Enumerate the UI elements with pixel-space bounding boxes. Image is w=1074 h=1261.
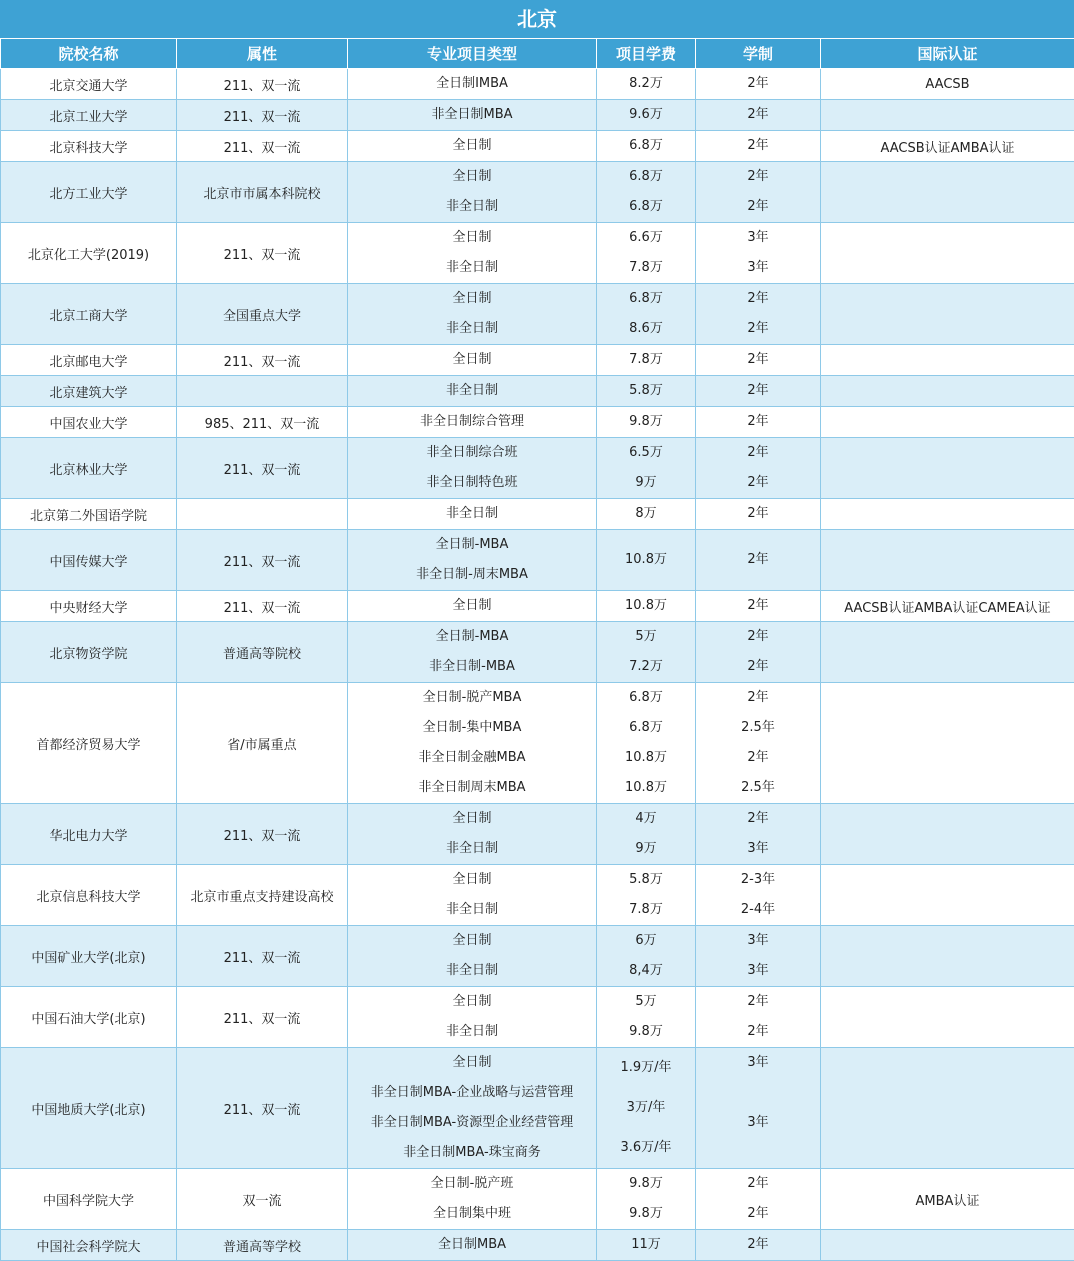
- tuition-cell: [597, 345, 696, 376]
- school-attribute: 211、双一流: [177, 926, 348, 987]
- table-row: [1, 622, 1074, 683]
- duration-cell: [696, 69, 821, 100]
- tuition-cell: [597, 223, 696, 284]
- header-school-name: 院校名称: [1, 39, 177, 69]
- duration: 2年: [696, 284, 820, 314]
- tuition: 6.8万: [597, 192, 695, 222]
- tuition: 8.2万: [597, 69, 695, 99]
- program-type: 非全日制: [348, 253, 596, 283]
- program-type-cell: [348, 345, 597, 376]
- program-type: 非全日制: [348, 1017, 596, 1047]
- table-body: [1, 69, 1074, 1261]
- program-type-cell: [348, 987, 597, 1048]
- tuition-cell: [597, 131, 696, 162]
- program-type: 全日制: [348, 1048, 596, 1078]
- school-name: 北京信息科技大学: [1, 865, 177, 926]
- program-type-cell: [348, 376, 597, 407]
- program-type-cell: [348, 1169, 597, 1230]
- table-row: [1, 499, 1074, 530]
- duration: 2-3年: [696, 865, 820, 895]
- program-type: 全日制集中班: [348, 1199, 596, 1229]
- duration: 2年: [696, 468, 820, 498]
- program-type-cell: [348, 284, 597, 345]
- duration: 3年: [696, 1048, 820, 1078]
- duration-cell: [696, 683, 821, 804]
- program-type-cell: [348, 1048, 597, 1169]
- school-name: 北京化工大学(2019): [1, 223, 177, 284]
- tuition-cell: [597, 499, 696, 530]
- duration-cell: [696, 131, 821, 162]
- program-type: 非全日制特色班: [348, 468, 596, 498]
- duration-cell: [696, 926, 821, 987]
- school-attribute: 北京市重点支持建设高校: [177, 865, 348, 926]
- program-type: 全日制: [348, 223, 596, 253]
- duration-cell: [696, 376, 821, 407]
- table-row: [1, 407, 1074, 438]
- duration-cell: [696, 865, 821, 926]
- program-type: 非全日制MBA-珠宝商务: [348, 1138, 596, 1168]
- school-attribute: 211、双一流: [177, 591, 348, 622]
- program-type-cell: [348, 926, 597, 987]
- duration-cell: [696, 804, 821, 865]
- tuition: 9.8万: [597, 1017, 695, 1047]
- duration: 2年: [696, 804, 820, 834]
- table-row: [1, 1230, 1074, 1261]
- program-type: 非全日制周末MBA: [348, 773, 596, 803]
- accreditation: [821, 926, 1074, 987]
- tuition: 7.8万: [597, 253, 695, 283]
- duration: 2年: [696, 407, 820, 437]
- program-type: 非全日制综合管理: [348, 407, 596, 437]
- tuition: 7.2万: [597, 652, 695, 682]
- school-name: 中国科学院大学: [1, 1169, 177, 1230]
- school-name: 北京物资学院: [1, 622, 177, 683]
- tuition: 3.6万/年: [597, 1128, 695, 1168]
- program-type-cell: [348, 1230, 597, 1261]
- tuition: 6.8万: [597, 713, 695, 743]
- school-attribute: 双一流: [177, 1169, 348, 1230]
- school-name: 首都经济贸易大学: [1, 683, 177, 804]
- table-row: [1, 376, 1074, 407]
- school-name: 中国传媒大学: [1, 530, 177, 591]
- program-type-cell: [348, 131, 597, 162]
- school-attribute: [177, 499, 348, 530]
- accreditation: AACSB: [821, 69, 1074, 100]
- program-type: 非全日制: [348, 834, 596, 864]
- duration: 2年: [696, 530, 820, 590]
- program-type-cell: [348, 499, 597, 530]
- duration: 2年: [696, 162, 820, 192]
- duration: 2年: [696, 1169, 820, 1199]
- table-row: [1, 987, 1074, 1048]
- program-type-cell: [348, 223, 597, 284]
- tuition: 4万: [597, 804, 695, 834]
- program-type: 全日制: [348, 926, 596, 956]
- accreditation: AACSB认证AMBA认证: [821, 131, 1074, 162]
- duration: [696, 1078, 820, 1108]
- duration: 2年: [696, 314, 820, 344]
- duration-cell: [696, 223, 821, 284]
- program-type: 全日制-集中MBA: [348, 713, 596, 743]
- tuition: 8.6万: [597, 314, 695, 344]
- duration-cell: [696, 1169, 821, 1230]
- duration: 2年: [696, 1230, 820, 1260]
- program-type: 非全日制MBA: [348, 100, 596, 130]
- program-type: 全日制: [348, 284, 596, 314]
- duration-cell: [696, 345, 821, 376]
- duration: 2年: [696, 499, 820, 529]
- program-type: 非全日制金融MBA: [348, 743, 596, 773]
- tuition-cell: [597, 987, 696, 1048]
- table-row: [1, 683, 1074, 804]
- school-attribute: 北京市市属本科院校: [177, 162, 348, 223]
- duration: 2年: [696, 376, 820, 406]
- tuition: 6.8万: [597, 131, 695, 161]
- tuition-cell: [597, 407, 696, 438]
- tuition: 9.8万: [597, 1169, 695, 1199]
- program-type: 全日制-MBA: [348, 530, 596, 560]
- duration-cell: [696, 530, 821, 591]
- program-type: 全日制-脱产班: [348, 1169, 596, 1199]
- table-row: [1, 591, 1074, 622]
- program-type: 非全日制: [348, 956, 596, 986]
- duration-cell: [696, 622, 821, 683]
- tuition-cell: [597, 1048, 696, 1169]
- tuition: 5.8万: [597, 376, 695, 406]
- table-row: [1, 1169, 1074, 1230]
- table-row: [1, 284, 1074, 345]
- program-type: 非全日制MBA-资源型企业经营管理: [348, 1108, 596, 1138]
- program-type: 全日制: [348, 162, 596, 192]
- tuition-cell: [597, 591, 696, 622]
- table-row: [1, 100, 1074, 131]
- school-name: 中国社会科学院大: [1, 1230, 177, 1261]
- school-attribute: 985、211、双一流: [177, 407, 348, 438]
- duration-cell: [696, 499, 821, 530]
- duration: 2年: [696, 1199, 820, 1229]
- program-type-cell: [348, 622, 597, 683]
- tuition: 6.5万: [597, 438, 695, 468]
- tuition: 6.8万: [597, 284, 695, 314]
- program-type: 非全日制: [348, 376, 596, 406]
- duration: 2年: [696, 591, 820, 621]
- accreditation: [821, 407, 1074, 438]
- accreditation: [821, 530, 1074, 591]
- accreditation: [821, 100, 1074, 131]
- duration-cell: [696, 438, 821, 499]
- accreditation: AMBA认证: [821, 1169, 1074, 1230]
- table-row: [1, 223, 1074, 284]
- accreditation: [821, 438, 1074, 499]
- accreditation: [821, 223, 1074, 284]
- duration: 2年: [696, 987, 820, 1017]
- duration-cell: [696, 100, 821, 131]
- duration: 3年: [696, 253, 820, 283]
- tuition: 10.8万: [597, 773, 695, 803]
- tuition-cell: [597, 865, 696, 926]
- school-attribute: 省/市属重点: [177, 683, 348, 804]
- tuition-cell: [597, 69, 696, 100]
- program-type-cell: [348, 438, 597, 499]
- school-attribute: 211、双一流: [177, 438, 348, 499]
- program-type: 非全日制-MBA: [348, 652, 596, 682]
- tuition: 5.8万: [597, 865, 695, 895]
- tuition-cell: [597, 100, 696, 131]
- school-attribute: 全国重点大学: [177, 284, 348, 345]
- program-type-cell: [348, 865, 597, 926]
- program-type-cell: [348, 591, 597, 622]
- tuition: 5万: [597, 622, 695, 652]
- tuition: 10.8万: [597, 530, 695, 590]
- duration-cell: [696, 987, 821, 1048]
- accreditation: AACSB认证AMBA认证CAMEA认证: [821, 591, 1074, 622]
- header-accreditation: 国际认证: [821, 39, 1074, 69]
- school-attribute: [177, 376, 348, 407]
- program-type: 全日制: [348, 591, 596, 621]
- accreditation: [821, 1230, 1074, 1261]
- school-name: 北京工业大学: [1, 100, 177, 131]
- school-attribute: 211、双一流: [177, 1048, 348, 1169]
- table-row: [1, 345, 1074, 376]
- duration: 2年: [696, 69, 820, 99]
- tuition: 1.9万/年: [597, 1048, 695, 1088]
- accreditation: [821, 499, 1074, 530]
- program-type: 非全日制综合班: [348, 438, 596, 468]
- table-header-row: [1, 39, 1074, 69]
- duration: 3年: [696, 834, 820, 864]
- accreditation: [821, 376, 1074, 407]
- tuition: 10.8万: [597, 743, 695, 773]
- duration: 2年: [696, 683, 820, 713]
- program-type-cell: [348, 804, 597, 865]
- accreditation: [821, 622, 1074, 683]
- tuition-cell: [597, 376, 696, 407]
- header-tuition: 项目学费: [597, 39, 696, 69]
- header-program-type: 专业项目类型: [348, 39, 597, 69]
- tuition: 8万: [597, 499, 695, 529]
- school-attribute: 211、双一流: [177, 530, 348, 591]
- school-name: 北方工业大学: [1, 162, 177, 223]
- school-name: 华北电力大学: [1, 804, 177, 865]
- tuition-cell: [597, 804, 696, 865]
- program-type: 非全日制: [348, 895, 596, 925]
- tuition: 9万: [597, 468, 695, 498]
- duration: 2年: [696, 438, 820, 468]
- duration: 3年: [696, 956, 820, 986]
- tuition-cell: [597, 622, 696, 683]
- program-type-cell: [348, 683, 597, 804]
- duration-cell: [696, 1230, 821, 1261]
- tuition: 9.8万: [597, 1199, 695, 1229]
- tuition-cell: [597, 926, 696, 987]
- program-type-cell: [348, 530, 597, 591]
- program-type: 全日制: [348, 865, 596, 895]
- program-type: 全日制: [348, 987, 596, 1017]
- duration: 2年: [696, 622, 820, 652]
- tuition-cell: [597, 1230, 696, 1261]
- school-attribute: 211、双一流: [177, 223, 348, 284]
- tuition: 5万: [597, 987, 695, 1017]
- school-name: 北京第二外国语学院: [1, 499, 177, 530]
- table-row: [1, 69, 1074, 100]
- program-type-cell: [348, 407, 597, 438]
- school-name: 北京建筑大学: [1, 376, 177, 407]
- tuition-cell: [597, 438, 696, 499]
- duration: 2.5年: [696, 713, 820, 743]
- table-row: [1, 926, 1074, 987]
- program-type: 非全日制-周末MBA: [348, 560, 596, 590]
- accreditation: [821, 284, 1074, 345]
- program-type: 非全日制MBA-企业战略与运营管理: [348, 1078, 596, 1108]
- school-name: 中央财经大学: [1, 591, 177, 622]
- program-type: 非全日制: [348, 499, 596, 529]
- duration: 3年: [696, 223, 820, 253]
- tuition: 6.6万: [597, 223, 695, 253]
- school-name: 北京交通大学: [1, 69, 177, 100]
- page-title: 北京: [0, 0, 1074, 38]
- tuition-cell: [597, 683, 696, 804]
- accreditation: [821, 804, 1074, 865]
- school-name: 北京工商大学: [1, 284, 177, 345]
- duration: 2年: [696, 743, 820, 773]
- tuition-cell: [597, 284, 696, 345]
- school-name: 北京林业大学: [1, 438, 177, 499]
- program-type: 全日制: [348, 804, 596, 834]
- table-row: [1, 865, 1074, 926]
- duration: 2年: [696, 192, 820, 222]
- duration-cell: [696, 591, 821, 622]
- accreditation: [821, 683, 1074, 804]
- tuition: 6.8万: [597, 683, 695, 713]
- program-type-cell: [348, 100, 597, 131]
- table-row: [1, 162, 1074, 223]
- tuition: 11万: [597, 1230, 695, 1260]
- school-name: 中国矿业大学(北京): [1, 926, 177, 987]
- school-name: 北京邮电大学: [1, 345, 177, 376]
- duration: 3年: [696, 926, 820, 956]
- program-type: 全日制IMBA: [348, 69, 596, 99]
- tuition-cell: [597, 1169, 696, 1230]
- tuition: 9万: [597, 834, 695, 864]
- school-attribute: 普通高等学校: [177, 1230, 348, 1261]
- tuition: 3万/年: [597, 1088, 695, 1128]
- program-type: 非全日制: [348, 314, 596, 344]
- program-type: 全日制: [348, 131, 596, 161]
- school-name: 中国地质大学(北京): [1, 1048, 177, 1169]
- duration: 2年: [696, 652, 820, 682]
- accreditation: [821, 987, 1074, 1048]
- school-attribute: 211、双一流: [177, 987, 348, 1048]
- duration: 2.5年: [696, 773, 820, 803]
- tuition: 7.8万: [597, 895, 695, 925]
- table-row: [1, 1048, 1074, 1169]
- tuition: 7.8万: [597, 345, 695, 375]
- tuition-cell: [597, 530, 696, 591]
- tuition: 6.8万: [597, 162, 695, 192]
- program-type: 全日制-脱产MBA: [348, 683, 596, 713]
- school-table: [0, 38, 1074, 1261]
- duration: 2年: [696, 1017, 820, 1047]
- program-type: 全日制: [348, 345, 596, 375]
- school-name: 中国石油大学(北京): [1, 987, 177, 1048]
- school-attribute: 211、双一流: [177, 100, 348, 131]
- duration: 3年: [696, 1108, 820, 1138]
- duration-cell: [696, 162, 821, 223]
- program-type-cell: [348, 162, 597, 223]
- program-type-cell: [348, 69, 597, 100]
- table-row: [1, 438, 1074, 499]
- accreditation: [821, 162, 1074, 223]
- header-duration: 学制: [696, 39, 821, 69]
- school-attribute: 211、双一流: [177, 345, 348, 376]
- table-row: [1, 530, 1074, 591]
- duration-cell: [696, 1048, 821, 1169]
- duration: 2年: [696, 100, 820, 130]
- duration: [696, 1138, 820, 1168]
- program-type: 全日制MBA: [348, 1230, 596, 1260]
- duration: 2-4年: [696, 895, 820, 925]
- school-name: 中国农业大学: [1, 407, 177, 438]
- school-attribute: 211、双一流: [177, 131, 348, 162]
- school-attribute: 普通高等院校: [177, 622, 348, 683]
- school-attribute: 211、双一流: [177, 69, 348, 100]
- school-name: 北京科技大学: [1, 131, 177, 162]
- table-row: [1, 804, 1074, 865]
- tuition: 6万: [597, 926, 695, 956]
- tuition: 10.8万: [597, 591, 695, 621]
- accreditation: [821, 1048, 1074, 1169]
- school-attribute: 211、双一流: [177, 804, 348, 865]
- accreditation: [821, 865, 1074, 926]
- tuition: 9.8万: [597, 407, 695, 437]
- table-row: [1, 131, 1074, 162]
- header-attribute: 属性: [177, 39, 348, 69]
- duration: 2年: [696, 345, 820, 375]
- duration: 2年: [696, 131, 820, 161]
- duration-cell: [696, 284, 821, 345]
- program-type: 非全日制: [348, 192, 596, 222]
- tuition: 8,4万: [597, 956, 695, 986]
- duration-cell: [696, 407, 821, 438]
- program-type: 全日制-MBA: [348, 622, 596, 652]
- accreditation: [821, 345, 1074, 376]
- tuition: 9.6万: [597, 100, 695, 130]
- tuition-cell: [597, 162, 696, 223]
